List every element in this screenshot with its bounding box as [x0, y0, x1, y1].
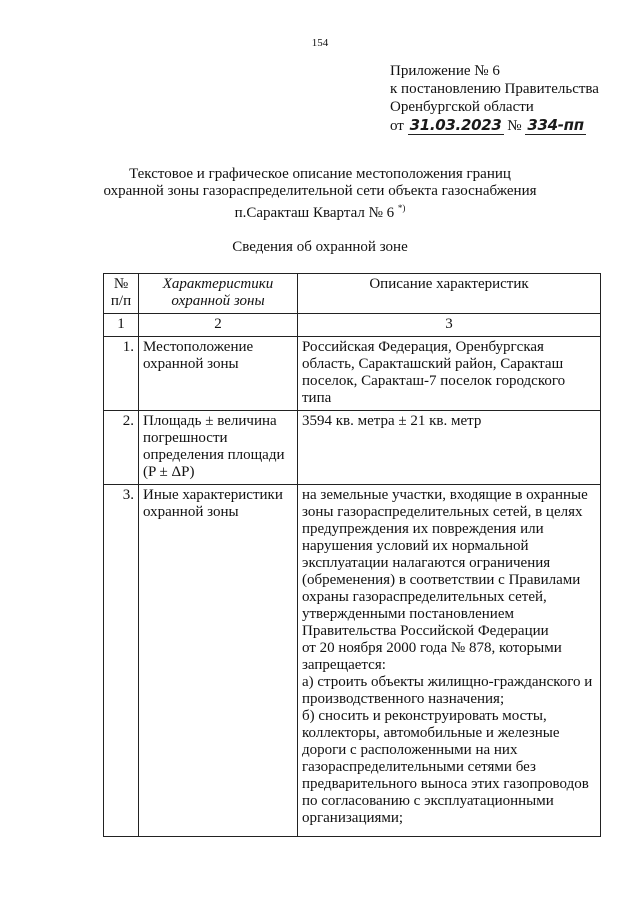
- header-num: № п/п: [104, 274, 139, 314]
- number-sign: №: [507, 118, 522, 134]
- document-title: [0, 166, 640, 222]
- row-name: Местоположение охранной зоны: [139, 337, 298, 411]
- table-index-row: [104, 314, 601, 337]
- title-line-3: п.Саракташ Квартал № 6 *): [234, 203, 406, 221]
- appendix-date-number: [390, 116, 599, 135]
- index-cell: 2: [139, 314, 298, 337]
- appendix-block: [390, 62, 599, 135]
- table-header-row: [104, 274, 601, 314]
- row-name: Площадь ± величина погрешности определения площади (P ± ΔP): [139, 411, 298, 485]
- handwritten-date: 31.03.2023: [409, 116, 502, 134]
- row-number: 1.: [104, 337, 139, 411]
- row-number: 2.: [104, 411, 139, 485]
- header-desc: Описание характеристик: [298, 274, 601, 314]
- row-name: Иные характеристики охранной зоны: [139, 485, 298, 837]
- header-name: Характеристики охранной зоны: [139, 274, 298, 314]
- section-subtitle: Сведения об охранной зоне: [232, 239, 408, 255]
- footnote-mark: *): [397, 203, 406, 213]
- title-line-1: Текстовое и графическое описание местоположения границ: [129, 166, 511, 182]
- row-number: 3.: [104, 485, 139, 837]
- row-description: 3594 кв. метра ± 21 кв. метр: [298, 411, 601, 485]
- appendix-title: Приложение № 6: [390, 63, 500, 79]
- zone-table: [103, 273, 601, 837]
- table-row: [104, 485, 601, 837]
- page-number: 154: [311, 37, 329, 49]
- table-row: [104, 411, 601, 485]
- row-description: на земельные участки, входящие в охранные зоны газораспределительных сетей, в целях предупреждения их повреждения или нарушения условий их нормальной эксплуатации налагаются ограничения (обременения) в соответствии с Правилами охраны газораспределительных сетей, утвержденными постановлением Правительства Российской Федерации от 20 ноября 2000 года № 878, которыми запрещается: а) строить объекты жилищно-гражданского и производственного назначения; б) сносить и реконструировать мосты, коллекторы, автомобильные и железные дороги с расположенными на них газораспределительными сетями без предварительного выноса этих газопроводов по согласованию с эксплуатационными организациями;: [298, 485, 601, 837]
- date-prefix: от: [390, 118, 404, 134]
- appendix-reference: к постановлению Правительства: [390, 81, 599, 97]
- index-cell: 1: [104, 314, 139, 337]
- row-description: Российская Федерация, Оренбургская область, Саракташский район, Саракташ поселок, Саракташ-7 поселок городского типа: [298, 337, 601, 411]
- title-line-2: охранной зоны газораспределительной сети объекта газоснабжения: [103, 183, 537, 199]
- appendix-region: Оренбургской области: [390, 99, 534, 115]
- index-cell: 3: [298, 314, 601, 337]
- table-row: [104, 337, 601, 411]
- handwritten-number: 334-пп: [527, 116, 584, 134]
